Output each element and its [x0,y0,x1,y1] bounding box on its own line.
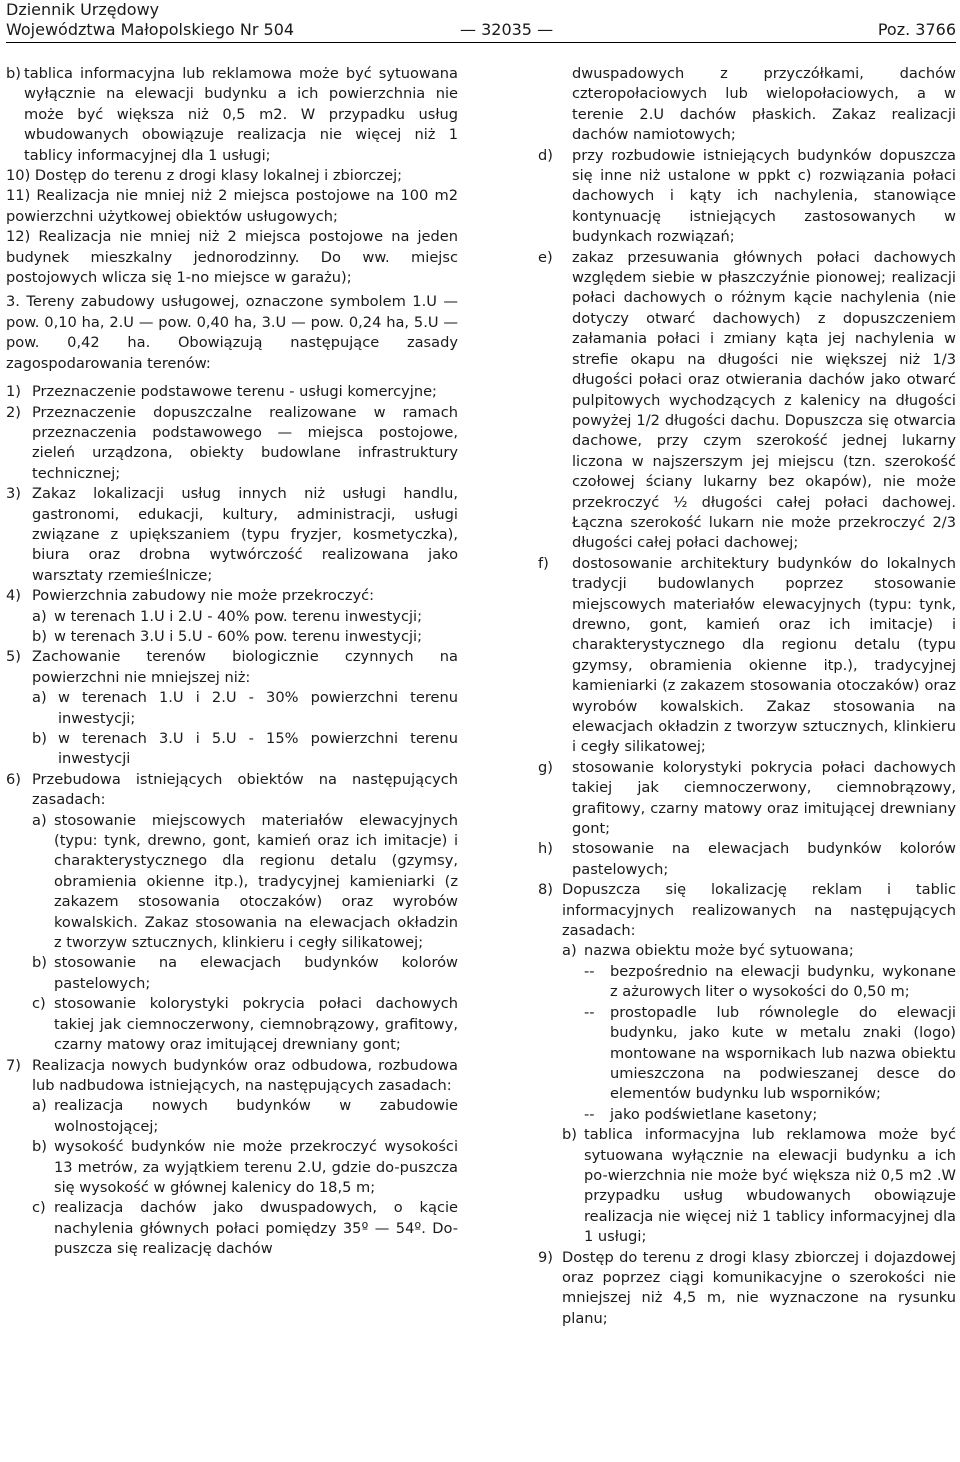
item-f-text: dostosowanie architektury budynków do lokalnych tradycji budowlanych poprzez stosowanie miejscowych materiałów elewacyjnych (typu: tynk, drewno, gont, kamień oraz ich imitacje) i charakterystycznego dla regionu detalu (typu gzymsy, obramienia okienne itp.), tradycyjnej kamieniarki (z zakazem stosowania otoczaków) oraz wyrobów kowalskich. Zakaz stosowania na elewacjach okładzin z tworzyw sztucznych, klinkieru i cegły silikatowej; [572,554,956,756]
item-8b-text: tablica informacyjna lub reklamowa może być sytuowana wyłącznie na elewacji budynku a ich po-wierzchnia nie może być większa niż 0,5 m2 .W przypadku usług wbudowanych obowiązuje realizacja nie więcej niż 1 tablicy informacyjnej dla 1 usługi; [584,1126,956,1246]
item-d-text: przy rozbudowie istniejących budynków dopuszcza się inne niż ustalone w ppkt c) rozwiązania połaci dachowych i kąty ich nachylenia, stanowiące kontynuację istniejących zastosowanych w budynkach rozwiązań; [572,146,956,246]
item-b [6,64,458,166]
dash-item-1 [538,962,956,1003]
item-5a [6,688,458,729]
item-4b [6,627,458,647]
continuation-paragraph: dwuspadowych z przyczółkami, dachów czteropołaciowych lub wielopołaciowych, a w terenie 2.U dachów płaskich. Zakaz realizacji dachów namiotowych; [572,65,956,144]
item-7b [6,1137,458,1198]
item-7c-label: c) [32,1199,46,1217]
item-5a-text: w terenach 1.U i 2.U - 30% powierzchni terenu inwestycji; [58,689,458,727]
left-column [6,64,458,1260]
section-3: 3. Tereny zabudowy usługowej, oznaczone symbolem 1.U — pow. 0,10 ha, 2.U — pow. 0,40 ha, 3.U — pow. 0,24 ha, 5.U — pow. 0,42 ha. Obowiązują następujące zasady zagospodarowania terenów: [6,293,458,372]
item-5b-text: w terenach 3.U i 5.U - 15% powierzchni terenu inwestycji [58,730,458,768]
item-8a [538,941,956,961]
item-1-text: Przeznaczenie podstawowe terenu - usługi komercyjne; [32,383,437,401]
item-7-text: Realizacja nowych budynków oraz odbudowa, rozbudowa lub nadbudowa istniejących, na następujących zasadach: [32,1056,458,1094]
item-4-label: 4) [6,587,21,605]
item-4b-label: b) [32,627,47,645]
dash-item-3 [538,1105,956,1125]
dash-1-label: -- [584,962,595,980]
item-4a-label: a) [32,607,47,625]
item-d-label: d) [538,146,553,164]
continuation-text [538,64,956,146]
item-6a [6,811,458,954]
item-e [538,248,956,554]
item-6c [6,994,458,1055]
item-7a [6,1096,458,1137]
item-4-text: Powierzchnia zabudowy nie może przekroczyć: [32,587,375,605]
item-7c [6,1198,458,1259]
item-3-text: Zakaz lokalizacji usług innych niż usługi handlu, gastronomi, edukacji, kultury, administracji, usługi związane z upiększaniem (typu fryzjer, kosmetyczka), biura oraz drobna wytwórczość realizowana jako warsztaty rzemieślnicze; [32,485,458,584]
item-7c-text: realizacja dachów jako dwuspadowych, o kącie nachylenia głównych połaci pomiędzy 35º — 54º. Do-puszcza się realizację dachów [54,1199,458,1258]
item-7a-text: realizacja nowych budynków w zabudowie wolnostojącej; [54,1097,458,1135]
item-4 [6,586,458,606]
item-3-label: 3) [6,485,21,503]
item-5-label: 5) [6,648,21,666]
item-8a-text: nazwa obiektu może być sytuowana; [584,942,854,960]
item-5 [6,647,458,688]
item-e-label: e) [538,248,553,266]
item-6c-text: stosowanie kolorystyki pokrycia połaci dachowych takiej jak ciemnoczerwony, ciemnobrązowy, grafitowy, czarny matowy oraz imitującej drewniany gont; [54,995,458,1054]
item-6-text: Przebudowa istniejących obiektów na następujących zasadach: [32,770,458,809]
item-5b [6,729,458,770]
item-1-label: 1) [6,383,21,401]
item-e-text: zakaz przesuwania głównych połaci dachowych względem siebie w płaszczyźnie pionowej; realizacji połaci dachowych o różnym kącie nachylenia (nie dotyczy otwarć dachowych) z dopuszczeniem załamania połaci i zmiany kąta jej nachylenia w strefie okapu na długości nie większej niż 1/3 długości połaci oraz otwierania dachów jako otwarć pulpitowych wychodzących z kalenicy na długości powyżej 1/2 długości dachu. Dopuszcza się otwarcia dachowe, przy czym szerokość jednej lukarny liczona w najszerszym jej miejscu (tzn. szerokość czołowej ściany lukarny bez okapów), nie może przekroczyć ½ długości całej połaci dachowej. Łączna szerokość lukarn nie może przekroczyć 2/3 długości całej połaci dachowej; [572,248,956,552]
dash-1-text: bezpośrednio na elewacji budynku, wykonane z ażurowych liter o wysokości do 0,50 m; [610,962,956,1001]
item-g [538,758,956,840]
item-g-text: stosowanie kolorystyki pokrycia połaci dachowych takiej jak ciemnoczerwony, ciemnobrązowy, grafitowy, czarny matowy oraz imitującej drewniany gont; [572,758,956,838]
item-h-label: h) [538,840,553,858]
item-h-text: stosowanie na elewacjach budynków kolorów pastelowych; [572,840,956,878]
item-7b-text: wysokość budynków nie może przekroczyć wysokości 13 metrów, za wyjątkiem terenu 2.U, gdzie do-puszcza się wysokość w głównej kalenicy do 18,5 m; [54,1138,458,1196]
item-5b-label: b) [32,730,47,747]
item-6b-label: b) [32,954,47,972]
dash-2-label: -- [584,1003,595,1021]
item-9 [538,1248,956,1330]
item-6 [6,770,458,811]
journal-region: Województwa Małopolskiego Nr 504 [6,20,295,39]
item-5-text: Zachowanie terenów biologicznie czynnych na powierzchni nie mniejszej niż: [32,648,458,686]
position-number: Poz. 3766 [877,20,956,39]
item-7 [6,1056,458,1097]
item-6b [6,953,458,994]
item-6c-label: c) [32,995,46,1013]
paragraph-12: 12) Realizacja nie mniej niż 2 miejsca postojowe na jeden budynek mieszkalny jednorodzinny. Do ww. miejsc postojowych wlicza się 1-no miejsce w garażu); [6,228,458,287]
item-2-text: Przeznaczenie dopuszczalne realizowane w ramach przeznaczenia podstawowego — miejsca postojowe, zieleń urządzona, obiekty budowlane infrastruktury technicznej; [32,403,458,482]
item-2-label: 2) [6,403,21,421]
page-header [6,0,956,42]
item-6a-text: stosowanie miejscowych materiałów elewacyjnych (typu: tynk, drewno, gont, kamień oraz ich imitacje) i charakterystycznego dla regionu detalu (gzymsy, obramienia okienne itp.), tradycyjnej kamieniarki (z zakazem stosowania otoczaków) oraz wyrobów kowalskich. Zakaz stosowania na elewacjach okładzin z tworzyw sztucznych, klinkieru i cegły silikatowej; [54,811,458,952]
item-8 [538,880,956,941]
item-7-label: 7) [6,1056,21,1074]
dash-3-label: -- [584,1105,595,1123]
item-8-label: 8) [538,881,553,899]
item-4a [6,607,458,627]
item-6a-label: a) [32,811,47,829]
item-f [538,554,956,758]
item-d [538,146,956,248]
item-1 [6,382,458,402]
page-number: — 32035 — [460,20,554,39]
item-8a-label: a) [562,942,577,960]
item-9-label: 9) [538,1248,553,1266]
right-column [538,64,956,1329]
item-3 [6,484,458,586]
item-4a-text: w terenach 1.U i 2.U - 40% pow. terenu inwestycji; [54,607,422,625]
item-2 [6,403,458,485]
item-5a-label: a) [32,689,47,707]
dash-2-text: prostopadle lub równolegle do elewacji budynku, jako kute w metalu znaki (logo) montowane na wspornikach lub nazwa obiektu umieszczona na podwieszanej desce do elementów budynku lub wsporników; [610,1003,956,1103]
item-8-text: Dopuszcza się lokalizację reklam i tablic informacyjnych realizowanych na następujących zasadach: [562,881,956,940]
paragraph-11: 11) Realizacja nie mniej niż 2 miejsca postojowe na 100 m2 powierzchni użytkowej obiektów usługowych; [6,187,458,225]
dash-3-text: jako podświetlane kasetony; [610,1105,818,1123]
item-6-label: 6) [6,770,21,788]
item-g-label: g) [538,758,553,776]
item-7b-label: b) [32,1138,47,1156]
item-6b-text: stosowanie na elewacjach budynków kolorów pastelowych; [54,954,458,992]
journal-title: Dziennik Urzędowy [6,0,160,19]
item-4b-text: w terenach 3.U i 5.U - 60% pow. terenu inwestycji; [54,627,422,645]
item-h [538,839,956,880]
header-rule [6,42,956,43]
item-b-label: b) [6,65,21,82]
paragraph-10: 10) Dostęp do terenu z drogi klasy lokalnej i zbiorczej; [6,167,403,185]
dash-item-2 [538,1003,956,1105]
item-b-text: tablica informacyjna lub reklamowa może być sytuowana wyłącznie na elewacji budynku a ich powierzchnia nie może być większa niż 0,5 m2. W przypadku usług wbudowanych obowiązuje realizacja nie więcej niż 1 tablicy informacyjnej dla 1 usługi; [24,65,458,164]
item-7a-label: a) [32,1097,47,1115]
item-8b [538,1125,956,1247]
item-8b-label: b) [562,1126,577,1144]
item-9-text: Dostęp do terenu z drogi klasy zbiorczej i dojazdowej oraz poprzez ciągi komunikacyjne o szerokości nie mniejszej niż 4,5 m, nie wyznaczone na rysunku planu; [562,1248,956,1327]
item-f-label: f) [538,554,549,572]
